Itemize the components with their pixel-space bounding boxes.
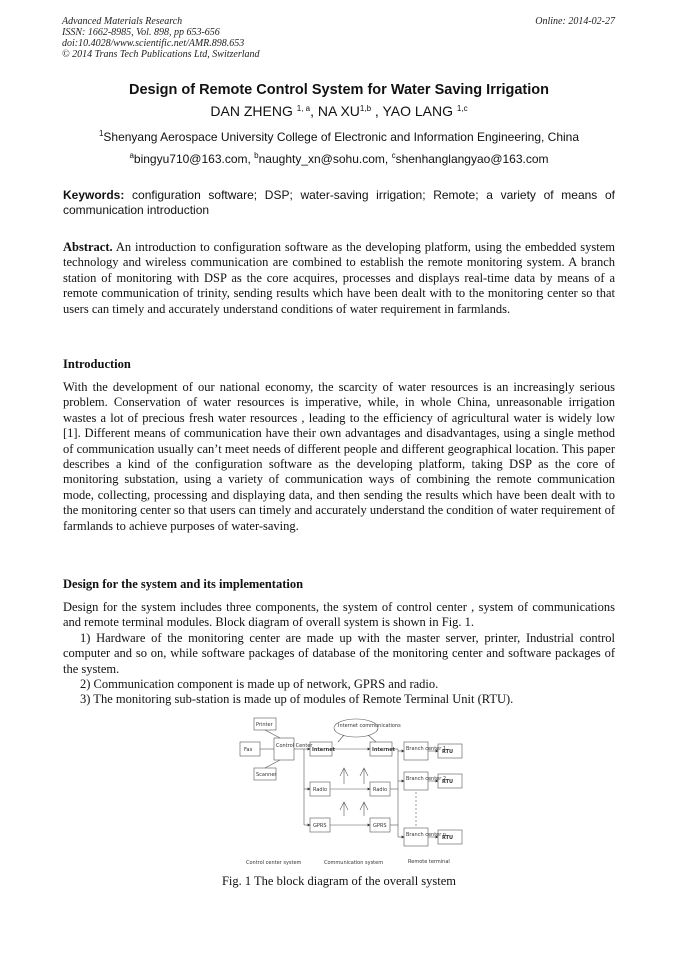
antenna-icon xyxy=(360,768,368,784)
control-center-box xyxy=(274,738,294,760)
rtu-label: RTU xyxy=(442,835,454,841)
email-mark: a xyxy=(129,151,134,160)
author-name: DAN ZHENG xyxy=(210,103,293,119)
author-separator: , xyxy=(371,103,383,119)
abstract-text: An introduction to configuration software as the developing platform, using the embedded system technology and wireless communication are combined to establish the remote monitoring system. A branch station of monitoring with DSP as the core acquires, processes and displays real-time data by means of a remote communication of trinity, sending results which have been dealt with to the monitoring center so that users can timely and accurately understand conditions of water requirement in farmlands. xyxy=(63,240,615,316)
branch-center-n-label: Branch center n xyxy=(406,832,447,838)
design-item: 1) Hardware of the monitoring center are made up with the master server, printer, Industrial control computer and so on, while software packages of database of the monitoring center and software packages of the system. xyxy=(63,630,615,676)
rtu-label: RTU xyxy=(442,779,454,785)
scanner-label: Scanner xyxy=(256,772,277,778)
antenna-icon xyxy=(340,768,348,784)
abstract xyxy=(63,240,615,317)
affiliation xyxy=(0,130,678,144)
antenna-icon xyxy=(340,802,348,816)
author-list xyxy=(0,103,678,119)
introduction-text: With the development of our national economy, the scarcity of water resources is an increasingly serious problem. Conservation of water resources is imperative, while, in whole China, unreasonable irrigation wastes a lot of precious fresh water resources , leading to the efficiency of agricultural water is widely low [1]. Different means of communication have their own advantages and disadvantages, using a single method of communication usually can’t meet needs of different people and different geographical location. This paper describes a kind of the configuration software as the developing platform, taking DSP as the core of monitoring substation, using a variety of communication ways of combining the remote communication mode, collecting, processing and displaying data, and then sending the results which have been dealt with to the monitoring center so that users can timely and accurately understand the condition of water requirement of farmlands to achieve purposes of water-saving. xyxy=(63,380,615,533)
design-item: 2) Communication component is made up of network, GPRS and radio. xyxy=(80,677,439,692)
radio-right-label: Radio xyxy=(373,787,388,793)
keywords xyxy=(63,188,615,218)
gprs-left-label: GPRS xyxy=(313,823,327,829)
author-affil-mark: 1,b xyxy=(359,104,372,113)
keywords-label: Keywords: xyxy=(63,188,125,202)
design-item: 3) The monitoring sub-station is made up of modules of Remote Terminal Unit (RTU). xyxy=(80,692,514,707)
block-diagram-figure xyxy=(232,712,474,868)
fax-label: Fax xyxy=(244,747,253,753)
author-affil-mark: 1, a xyxy=(296,104,311,113)
author-affil-mark: 1,c xyxy=(456,104,468,113)
affiliation-mark: 1 xyxy=(98,129,104,138)
author-separator: , xyxy=(310,103,318,119)
author-name: YAO LANG xyxy=(382,103,453,119)
internet-right-label: Internet xyxy=(372,747,396,753)
branch-center-2-label: Branch center 2 xyxy=(406,776,447,782)
email-mark: c xyxy=(391,151,396,160)
radio-left-label: Radio xyxy=(313,787,328,793)
author-name: NA XU xyxy=(317,103,360,119)
abstract-label: Abstract. xyxy=(63,240,113,254)
copyright-line: © 2014 Trans Tech Publications Ltd, Switzerland xyxy=(62,49,260,60)
email-address: naughty_xn@sohu.com, xyxy=(258,152,392,166)
email-address: bingyu710@163.com, xyxy=(133,152,255,166)
branch-center-1-label: Branch center 1 xyxy=(406,746,447,752)
remote-terminal-label: Remote terminal xyxy=(408,859,450,865)
internet-left-label: Internet xyxy=(312,747,336,753)
journal-name: Advanced Materials Research xyxy=(62,16,183,27)
journal-header xyxy=(62,16,260,60)
block-diagram xyxy=(232,712,474,868)
email-list xyxy=(0,152,678,166)
control-center-label: Control Center xyxy=(276,743,313,749)
control-center-system-label: Control center system xyxy=(246,860,302,866)
issn-line: ISSN: 1662-8985, Vol. 898, pp 653-656 xyxy=(62,27,220,38)
online-date: Online: 2014-02-27 xyxy=(535,16,615,27)
design-section xyxy=(63,600,615,708)
communication-system-label: Communication system xyxy=(324,860,384,866)
antenna-icon xyxy=(360,802,368,816)
email-address: shenhanglangyao@163.com xyxy=(395,152,549,166)
internet-cloud-label: Internet communications xyxy=(338,723,401,729)
keywords-text: configuration software; DSP; water-saving irrigation; Remote; a variety of means of communication introduction xyxy=(63,188,615,217)
gprs-right-label: GPRS xyxy=(373,823,387,829)
design-heading: Design for the system and its implementation xyxy=(63,577,304,591)
paper-title: Design of Remote Control System for Water Saving Irrigation xyxy=(128,82,550,98)
introduction-heading: Introduction xyxy=(63,357,131,371)
printer-label: Printer xyxy=(256,722,273,728)
figure-caption: Fig. 1 The block diagram of the overall system xyxy=(221,874,457,888)
rtu-label: RTU xyxy=(442,749,454,755)
design-intro: Design for the system includes three components, the system of control center , system of communications and remote terminal modules. Block diagram of overall system is shown in Fig. 1. xyxy=(63,600,615,630)
affiliation-text: Shenyang Aerospace University College of Electronic and Information Engineering, China xyxy=(103,130,580,144)
email-mark: b xyxy=(254,151,259,160)
doi-line: doi:10.4028/www.scientific.net/AMR.898.653 xyxy=(62,38,245,49)
